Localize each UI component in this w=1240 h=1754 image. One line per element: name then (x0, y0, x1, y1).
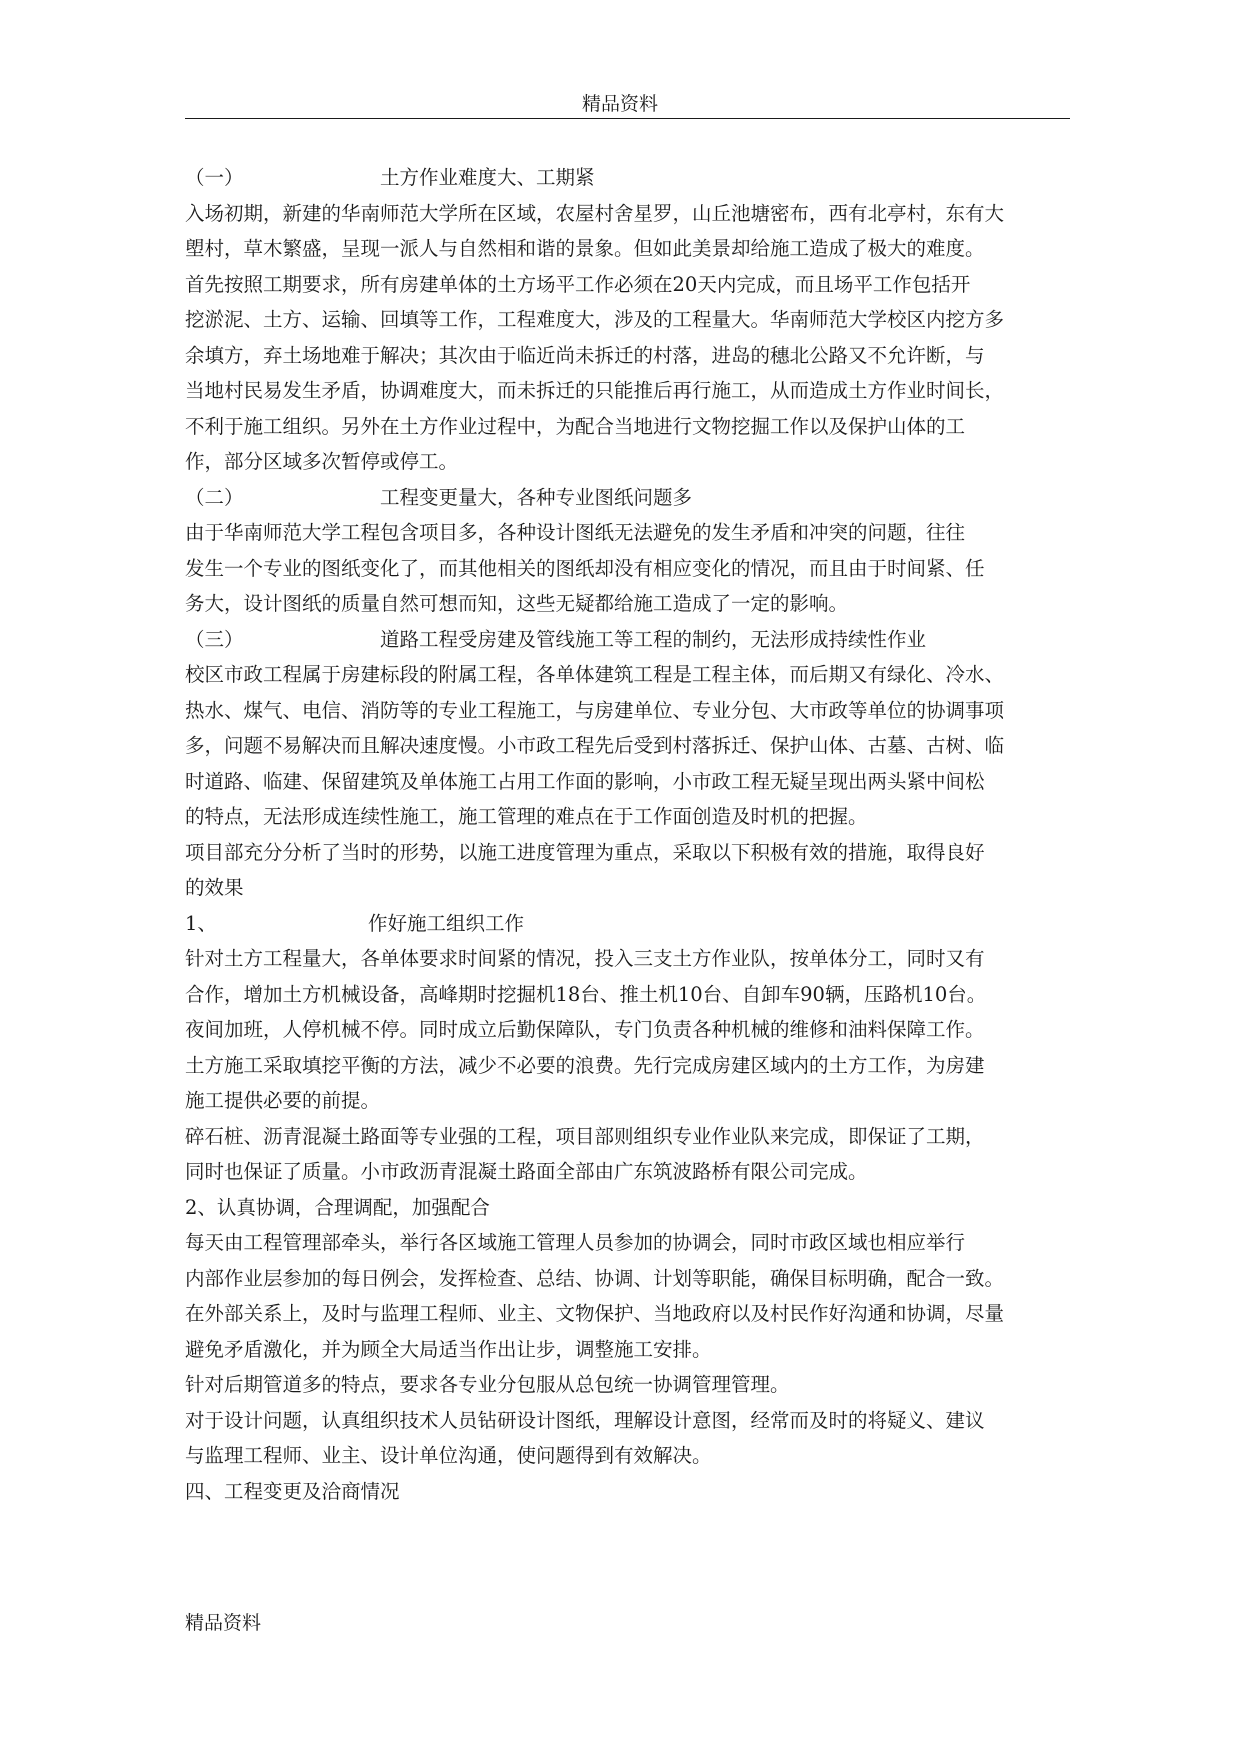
text-line: 当地村民易发生矛盾，协调难度大，而未拆迁的只能推后再行施工，从而造成土方作业时间长， (185, 379, 1005, 402)
section-heading-3: （三） 道路工程受房建及管线施工等工程的制约，无法形成持续性作业 (185, 622, 1070, 658)
section-heading-2: （二） 工程变更量大，各种专业图纸问题多 (185, 480, 1070, 516)
measure-title: 作好施工组织工作 (368, 911, 525, 935)
text-line: 针对后期管道多的特点，要求各专业分包服从总包统一协调管理管理。 (185, 1373, 790, 1396)
section-title: 土方作业难度大、工期紧 (380, 166, 595, 189)
paragraph (185, 515, 1070, 622)
text-line: 施工提供必要的前提。 (185, 1089, 381, 1112)
text-line: 夜间加班，人停机械不停。同时成立后勤保障队，专门负责各种机械的维修和油料保障工作。 (185, 1018, 985, 1041)
text-line: 入场初期，新建的华南师范大学所在区域，农屋村舍星罗，山丘池塘密布，西有北亭村，东有大 (185, 201, 1005, 225)
text-line: 合作，增加土方机械设备，高峰期时挖掘机18台、推土机10台、自卸车90辆，压路机10台。 (185, 982, 987, 1006)
text-line: 对于设计问题，认真组织技术人员钻研设计图纸，理解设计意图，经常而及时的将疑义、建议 (185, 1408, 985, 1432)
text-line: 在外部关系上，及时与监理工程师、业主、文物保护、当地政府以及村民作好沟通和协调，尽量 (185, 1302, 1005, 1325)
text-line: 首先按照工期要求，所有房建单体的土方场平工作必须在20天内完成，而且场平工作包括开 (185, 272, 971, 296)
text-line: 时道路、临建、保留建筑及单体施工占用工作面的影响，小市政工程无疑呈现出两头紧中间松 (185, 769, 985, 793)
text-line: 热水、煤气、电信、消防等的专业工程施工，与房建单位、专业分包、大市政等单位的协调事项 (185, 698, 1005, 722)
paragraph (185, 1403, 1070, 1474)
heading-spacer (185, 906, 368, 942)
text-line: 每天由工程管理部牵头，举行各区域施工管理人员参加的协调会，同时市政区域也相应举行 (185, 1231, 966, 1254)
section-heading-4: 四、工程变更及洽商情况 (185, 1479, 400, 1503)
paragraph (185, 1119, 1070, 1190)
text-line: 的效果 (185, 876, 244, 899)
text-line: 项目部充分分析了当时的形势，以施工进度管理为重点，采取以下积极有效的措施，取得良好 (185, 840, 985, 864)
section-title: 工程变更量大，各种专业图纸问题多 (380, 485, 693, 509)
paragraph (185, 941, 1070, 1119)
text-line: 碎石桩、沥青混凝土路面等专业强的工程，项目部则组织专业作业队来完成，即保证了工期， (185, 1124, 985, 1148)
text-line: 内部作业层参加的每日例会，发挥检查、总结、协调、计划等职能，确保目标明确，配合一致。 (185, 1266, 1005, 1290)
heading-spacer (185, 622, 380, 658)
heading-spacer (185, 160, 380, 196)
page-header: 精品资料 (581, 93, 658, 115)
text-line: 与监理工程师、业主、设计单位沟通，使问题得到有效解决。 (185, 1444, 712, 1467)
paragraph (185, 657, 1070, 835)
text-line: 发生一个专业的图纸变化了，而其他相关的图纸却没有相应变化的情况，而且由于时间紧、任 (185, 556, 985, 580)
paragraph (185, 1225, 1070, 1367)
paragraph (185, 196, 1070, 480)
text-line: 校区市政工程属于房建标段的附属工程，各单体建筑工程是工程主体，而后期又有绿化、冷水、 (185, 663, 1005, 686)
text-line: 多，问题不易解决而且解决速度慢。小市政工程先后受到村落拆迁、保护山体、古墓、古树、临 (185, 734, 1005, 757)
text-line: 作，部分区域多次暂停或停工。 (185, 450, 459, 473)
text-line: 务大，设计图纸的质量自然可想而知，这些无疑都给施工造成了一定的影响。 (185, 592, 849, 615)
text-line: 不利于施工组织。另外在土方作业过程中，为配合当地进行文物挖掘工作以及保护山体的工 (185, 414, 966, 438)
text-line: 土方施工采取填挖平衡的方法，减少不必要的浪费。先行完成房建区域内的土方工作，为房建 (185, 1053, 985, 1077)
page-footer: 精品资料 (185, 1612, 262, 1634)
document-body (185, 160, 1070, 1509)
header-divider (185, 118, 1070, 119)
measure-heading-1: 1、 作好施工组织工作 (185, 906, 1070, 942)
text-line: 塱村，草木繁盛，呈现一派人与自然相和谐的景象。但如此美景却给施工造成了极大的难度。 (185, 237, 985, 260)
section-heading-1: （一） 土方作业难度大、工期紧 (185, 160, 1070, 196)
text-line: 针对土方工程量大，各单体要求时间紧的情况，投入三支土方作业队，按单体分工，同时又有 (185, 947, 985, 970)
paragraph (185, 1367, 1070, 1403)
text-line: 的特点，无法形成连续性施工，施工管理的难点在于工作面创造及时机的把握。 (185, 805, 868, 828)
paragraph (185, 835, 1070, 906)
text-line: 余填方，弃土场地难于解决；其次由于临近尚未拆迁的村落，进岛的穗北公路又不允许断，与 (185, 343, 985, 367)
heading-spacer (185, 480, 380, 516)
section-title: 道路工程受房建及管线施工等工程的制约，无法形成持续性作业 (380, 627, 927, 651)
text-line: 挖淤泥、土方、运输、回填等工作，工程难度大，涉及的工程量大。华南师范大学校区内挖方多 (185, 308, 1005, 331)
text-line: 由于华南师范大学工程包含项目多，各种设计图纸无法避免的发生矛盾和冲突的问题，往往 (185, 521, 966, 544)
text-line: 避免矛盾激化，并为顾全大局适当作出让步，调整施工安排。 (185, 1337, 712, 1361)
measure-heading-2: 2、认真协调，合理调配，加强配合 (185, 1195, 490, 1219)
text-line: 同时也保证了质量。小市政沥青混凝土路面全部由广东筑波路桥有限公司完成。 (185, 1160, 868, 1183)
